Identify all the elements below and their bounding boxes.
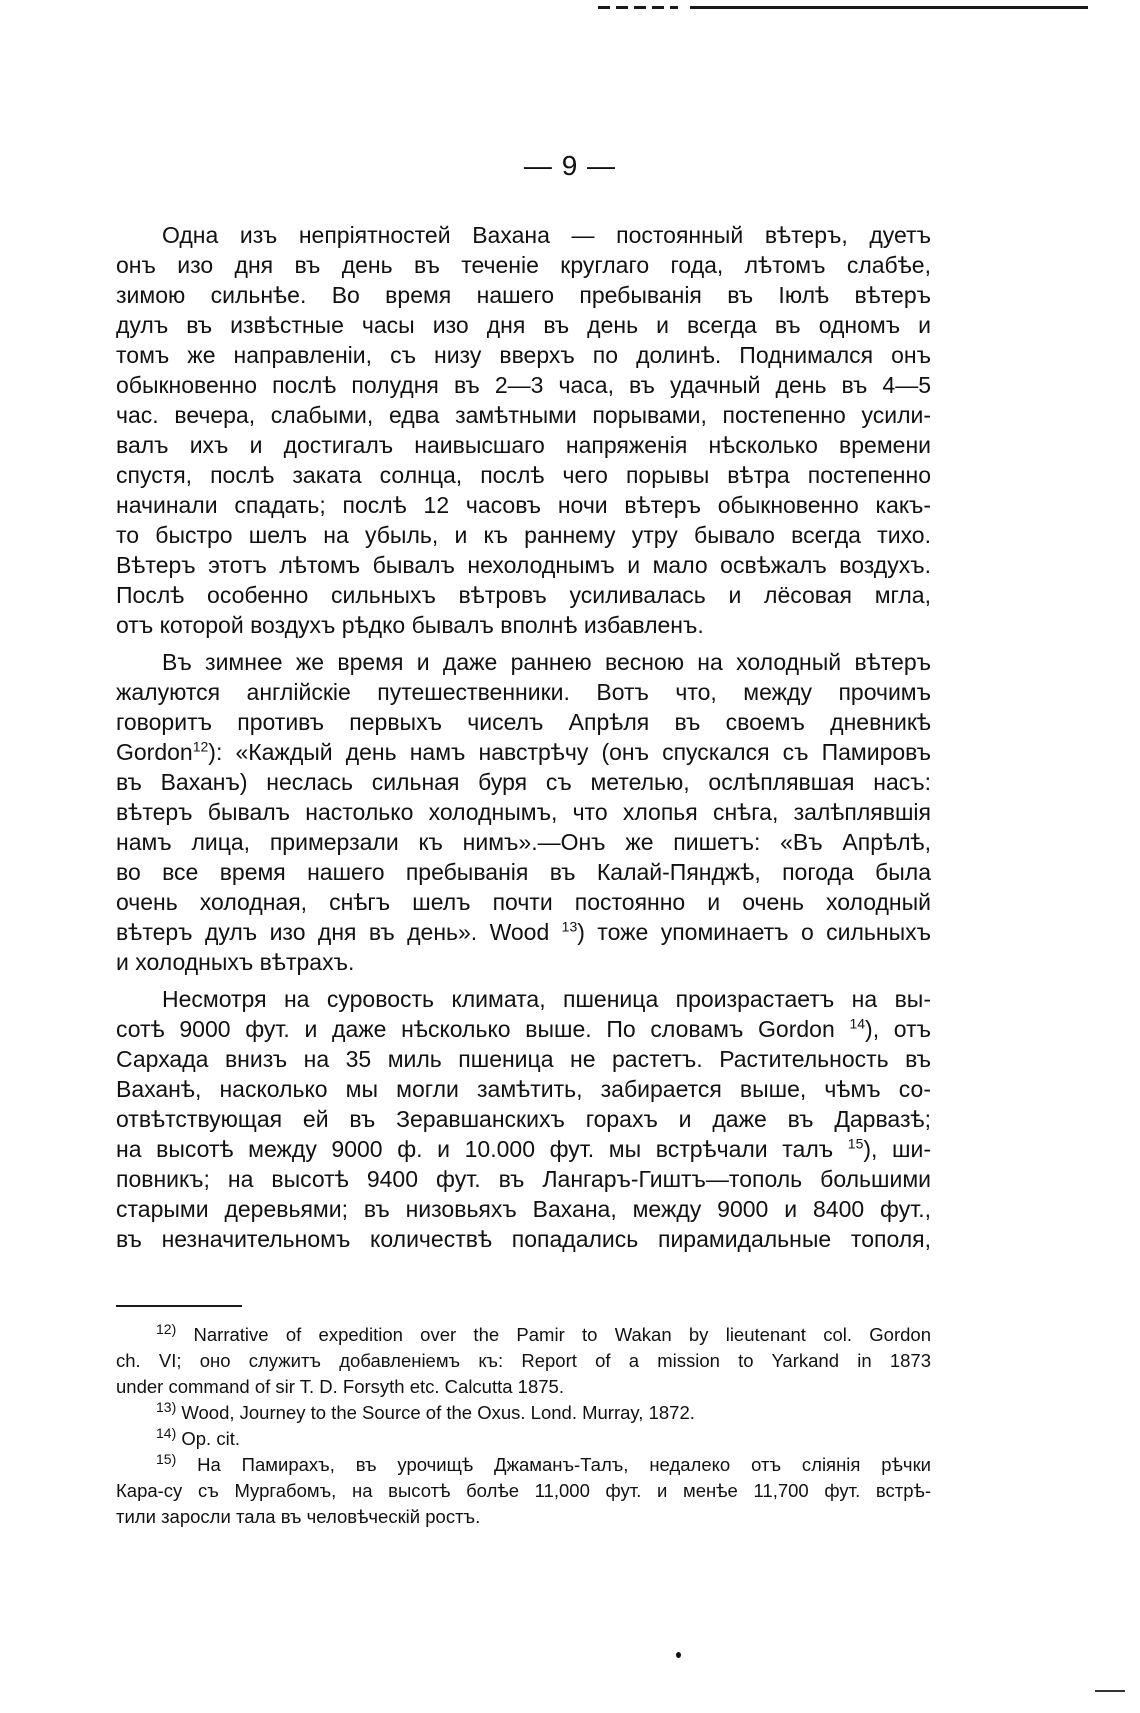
text-line: дулъ въ извѣстные часы изо дня въ день и всегда въ одномъ и [116,312,931,338]
text-line: Несмотря на суровость климата, пшеница произрастаетъ на вы- [162,986,931,1012]
text-line: Одна изъ непріятностей Вахана — постоянный вѣтеръ, дуетъ [162,222,931,248]
paragraph-3 [116,984,931,1254]
footnote-text: Op. cit. [181,1428,240,1449]
scan-edge-rule [690,6,1088,9]
scan-corner-mark [1095,1690,1125,1692]
text-line: и холодныхъ вѣтрахъ. [116,949,355,975]
footnote-divider [116,1305,242,1307]
text-fragment: ), ши- [863,1136,931,1162]
text-line: обыкновенно послѣ полудня въ 2—3 часа, въ удачный день въ 4—5 [116,372,931,398]
footnote-line: ch. VI; оно служитъ добавленіемъ къ: Report of a mission to Yarkand in 1873 [116,1350,931,1371]
footnote-text: Wood, Journey to the Source of the Oxus. Lond. Murray, 1872. [181,1402,695,1423]
footnote-line [116,1400,931,1426]
footnote-ref-15[interactable]: 15 [847,1135,864,1152]
footnote-mark: 12) [156,1322,177,1337]
text-fragment: сотѣ 9000 фут. и даже нѣсколько выше. По словамъ Gordon [116,1016,835,1042]
footnote-14 [116,1426,931,1452]
footnote-line: under command of sir T. D. Forsyth etc. Calcutta 1875. [116,1376,564,1397]
footnote-text: Narrative of expedition over the Pamir to Wakan by lieutenant col. Gordon [193,1324,931,1345]
footnote-line: Кара-су съ Мургабомъ, на высотѣ болѣе 11,000 фут. и менѣе 11,700 фут. встрѣ- [116,1480,931,1501]
text-fragment: ): «Каждый день намъ навстрѣчу (онъ спускался съ Памировъ [208,739,931,765]
text-line: вѣтеръ бывалъ настолько холоднымъ, что хлопья снѣга, залѣплявшія [116,799,931,825]
footnote-13 [116,1400,931,1426]
footnote-ref-14[interactable]: 14 [849,1015,866,1032]
footnote-mark: 13) [156,1400,177,1415]
text-line: отъ которой воздухъ рѣдко бывалъ вполнѣ избавленъ. [116,612,704,638]
scan-speck [676,1652,681,1658]
text-fragment: Gordon [116,739,193,765]
scan-edge-mark [598,6,678,9]
page-number: — 9 — [523,150,617,181]
text-line: час. вечера, слабыми, едва замѣтными порывами, постепенно усили- [116,402,931,428]
footnote-line [116,1452,931,1478]
footnote-ref-13[interactable]: 13 [561,918,578,935]
text-line: Послѣ особенно сильныхъ вѣтровъ усиливалась и лёсовая мгла, [116,582,931,608]
text-line: начинали спадать; послѣ 12 часовъ ночи вѣтеръ обыкновенно какъ- [116,492,931,518]
text-line: валъ ихъ и достигалъ наивысшаго напряженія нѣсколько времени [116,432,931,458]
main-text [116,220,931,1254]
text-line: томъ же направленіи, съ низу вверхъ по долинѣ. Поднимался онъ [116,342,931,368]
footnotes-section [116,1322,931,1530]
text-line-with-footnote [116,917,931,947]
text-line: Вѣтеръ этотъ лѣтомъ бывалъ нехолоднымъ и мало освѣжалъ воздухъ. [116,552,931,578]
text-line: отвѣтствующая ей въ Зеравшанскихъ горахъ и даже въ Дарвазѣ; [116,1106,931,1132]
footnote-15 [116,1452,931,1530]
text-line: спустя, послѣ заката солнца, послѣ чего порывы вѣтра постепенно [116,462,931,488]
text-fragment: ) тоже упоминаетъ о сильныхъ [577,919,931,945]
text-line: то быстро шелъ на убыль, и къ раннему утру бывало всегда тихо. [116,522,931,548]
text-fragment: вѣтеръ дулъ изо дня въ день». Wood [116,919,550,945]
text-line-with-footnote [116,737,931,767]
footnote-line: тили заросли тала въ человѣческій ростъ. [116,1506,481,1527]
text-line: жалуются англійскіе путешественники. Вотъ что, между прочимъ [116,679,931,705]
paragraph-1 [116,220,931,640]
text-line: намъ лица, примерзали къ нимъ».—Онъ же пишетъ: «Въ Апрѣлѣ, [116,829,931,855]
text-line: зимою сильнѣе. Во время нашего пребыванія въ Іюлѣ вѣтеръ [116,282,931,308]
footnote-mark: 14) [156,1426,177,1441]
text-line: очень холодная, снѣгъ шелъ почти постоянно и очень холодный [116,889,931,915]
text-line: повникъ; на высотѣ 9400 фут. въ Лангаръ-Гиштъ—тополь большими [116,1166,931,1192]
footnote-mark: 15) [156,1452,177,1467]
text-fragment: на высотѣ между 9000 ф. и 10.000 фут. мы встрѣчали талъ [116,1136,834,1162]
paragraph-2 [116,647,931,977]
footnote-line [116,1322,931,1348]
text-line: Въ зимнее же время и даже раннею весною на холодный вѣтеръ [162,649,931,675]
footnote-ref-12[interactable]: 12 [192,738,209,755]
text-fragment: ), отъ [865,1016,931,1042]
text-line: Ваханѣ, насколько мы могли замѣтить, забирается выше, чѣмъ со- [116,1076,931,1102]
footnote-12 [116,1322,931,1400]
text-line: онъ изо дня въ день въ теченіе круглаго года, лѣтомъ слабѣе, [116,252,931,278]
text-line: старыми деревьями; въ низовьяхъ Вахана, между 9000 и 8400 фут., [116,1196,931,1222]
text-line-with-footnote [116,1134,931,1164]
text-line-with-footnote [116,1014,931,1044]
footnote-line [116,1426,931,1452]
text-line: въ незначительномъ количествѣ попадались пирамидальные тополя, [116,1226,931,1252]
footnote-text: На Памирахъ, въ урочищѣ Джаманъ-Талъ, недалеко отъ сліянія рѣчки [197,1454,931,1475]
text-line: въ Ваханъ) неслась сильная буря съ метелью, ослѣплявшая насъ: [116,769,931,795]
text-line: говоритъ противъ первыхъ чиселъ Апрѣля въ своемъ дневникѣ [116,709,931,735]
text-line: во все время нашего пребыванія въ Калай-Пянджѣ, погода была [116,859,931,885]
text-line: Сархада внизъ на 35 миль пшеница не растетъ. Растительность въ [116,1046,931,1072]
